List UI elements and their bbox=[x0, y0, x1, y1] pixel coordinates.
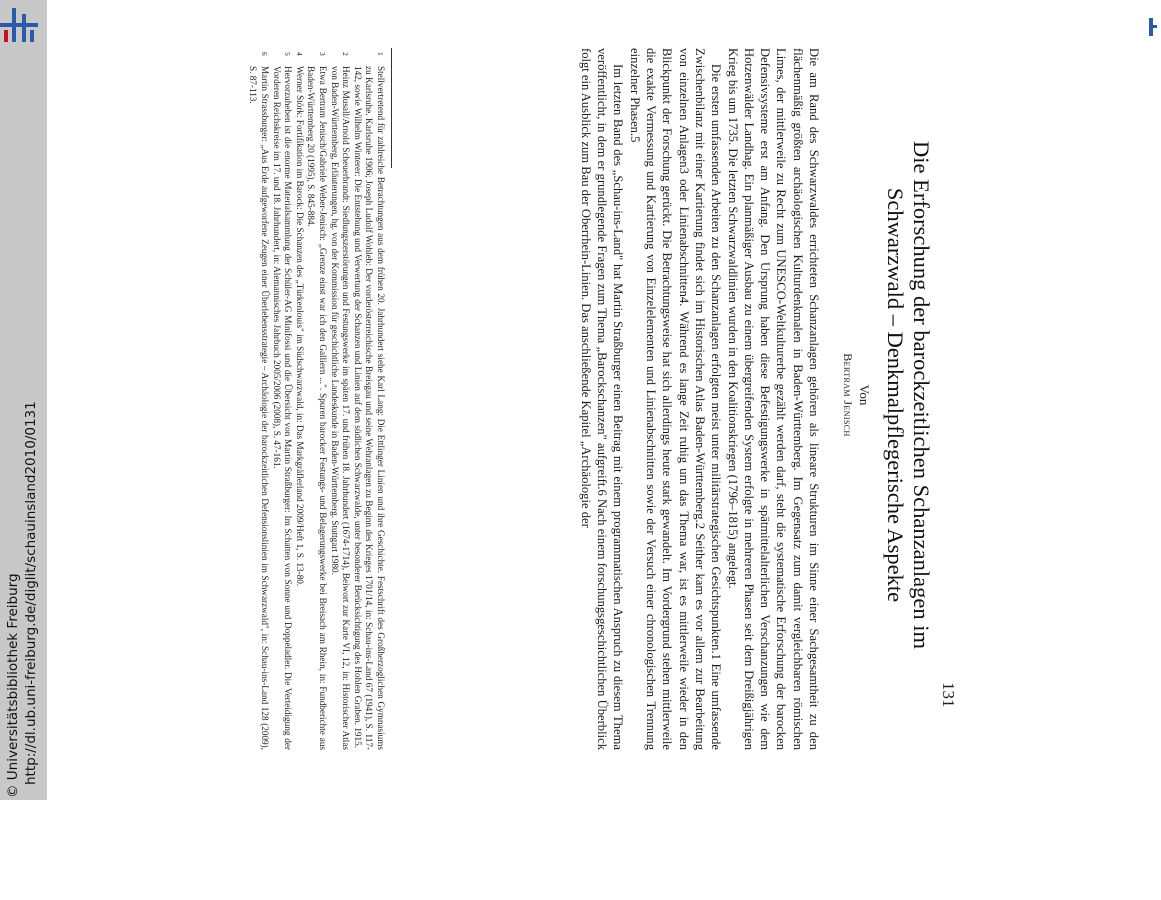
article-title bbox=[882, 40, 934, 750]
university-logo-icon bbox=[0, 0, 47, 50]
author-preposition: Von bbox=[857, 384, 872, 406]
footnotes bbox=[247, 48, 386, 750]
paragraph: Die ersten umfassenden Arbeiten zu den Schanzanlagen erfolgten meist unter militärstrategischen Gesichtspunkten.1 Eine umfassende Zwischenbilanz mit einer Kartierung findet sich im Historischen Atlas Baden-Württemberg.2 Seither kam es vor allem zur Bearbeitung von einzelnen Anlagen3 oder Linienabschnitten4. Während es lange Zeit ruhig um das Thema war, ist es mittlerweile wieder in den Blickpunkt der Forschung gerückt. Die Betrachtungsweise hat sich allerdings heute stark gewandelt. Im Vordergrund stehen mittlerweile die exakte Vermessung und Kartierung von Einzelelementen und Linienabschnitten sowie der Versuch einer chronologischen Trennung einzelner Phasen.5 bbox=[627, 48, 724, 750]
footnote: 6 Martin Strassburger: „Aus Erde aufgeworfene Zeugen einer Überlebensstrategie – Archäologie der barockzeitlichen Defensionslinien im Schwarzwald", in: Schau-ins-Land 128 (2009), S. 87-113. bbox=[248, 52, 271, 750]
footnote: 2 Heinz Musall/Arnold Scheuerbrandt: Siedlungszerstörungen und Festungswerke im späten 17. und frühen 18. Jahrhundert (1674-1714), Beiwort zur Karte VI, 12, in: Historischer Atlas von Baden-Württemberg, Erläuterungen, hg. von der Kommission für geschichtliche Landeskunde in Baden-Württemberg. Stuttgart 1980. bbox=[329, 52, 352, 750]
footnote: 1 Stellvertretend für zahlreiche Betrachtungen aus dem frühen 20. Jahrhundert siehe Karl Lang: Die Ettlinger Linien und ihre Geschichte. Festschrift des Großherzoglichen Gymnasiums zu Karlsruhe. Karlsruhe 1906; Joseph Ludolf Wohleb: Der vorderösterreichische Breisgau und seine Wehranlagen zu Beginn des Krieges 1701/14, in: Schau-ins-Land 67 (1941), S. 117-142, sowie Wilhelm Winterer: Die Entstehung und Verwertung der Schanzen und Linien auf dem südlichen Schwarzwalde, unter besonderer Berücksichtigung des Hohlen Graben. 1915. bbox=[352, 52, 386, 750]
footnote: 3 Etwa Bertram Jenisch/Gabriele Weber-Jenisch: „Grenze einst war ich den Galliern ...". Spuren barocker Festungs- und Belagerungswerke bei Breisach am Rhein, in: Fundberichte aus Baden-Württemberg 20 (1995), S. 845-884. bbox=[306, 52, 329, 750]
viewer-sidebar bbox=[0, 0, 47, 800]
article-body bbox=[578, 48, 822, 750]
document-url[interactable]: http://dl.ub.uni-freiburg.de/diglit/schauinsland2010/0131 bbox=[23, 401, 39, 785]
scanned-page-container bbox=[110, 30, 958, 900]
paragraph: Die am Rand des Schwarzwaldes errichteten Schanzanlagen gehören als lineare Strukturen im Sinne einer Sachgesamtheit zu den flächenmäßig größten archäologischen Kulturdenkmalen in Baden-Württemberg. Im Gegensatz zum damit vergleichbaren römischen Limes, der mittlerweile zu Recht zum UNESCO-Weltkulturerbe gezählt werden darf, steht die systematische Erforschung der barocken Defensivsysteme erst am Anfang. Den Ursprung haben diese Befestigungswerke in spätmittelalterlichen Verschanzungen wie dem Hotzenwälder Landhag. Ein planmäßiger Ausbau zu einem übergreifenden System erfolgte in mehreren Phasen seit dem Dreißigjährigen Krieg bis um 1735. Die letzten Schwarzwaldlinien wurden in den Koalitionskriegen (1796–1815) angelegt. bbox=[725, 48, 821, 750]
copyright-notice: © Universitätsbibliothek Freiburg bbox=[5, 573, 21, 798]
page-number: 131 bbox=[939, 682, 958, 708]
scanned-page bbox=[100, 30, 970, 760]
footnote-divider bbox=[391, 48, 392, 168]
edge-logo-fragment-icon bbox=[1149, 18, 1157, 36]
paragraph: Im letzten Band des „Schau-ins-Land" hat Martin Straßburger einen Beitrag mit einem programmatischen Anspruch zu diesem Thema veröffentlicht, in dem er grundlegende Fragen zum Thema „Barockschanzen" aufgreift.6 Nach einem forschungsgeschichtlichen Überblick folgt ein Ausblick zum Bau der Oberrhein-Linien. Das anschließende Kapitel „Archäologie der bbox=[578, 48, 626, 750]
author-name: Bertram Jenisch bbox=[841, 353, 855, 437]
title-line-1: Die Erforschung der barockzeitlichen Schanzanlagen im bbox=[909, 141, 934, 649]
footnote: 5 Hervorzuheben ist die enorme Materialsammlung der Schüler-AG Minifossi und die Übersicht von Martin Straßburger: Im Schatten von Sonne und Doppeladler. Die Verteidigung der Vorderen Reichskreise im 17. und 18. Jahrhundert, in: Alemannisches Jahrbuch 2005/2006 (2008), S. 47-161. bbox=[271, 52, 294, 750]
footnote: 4 Werner Störk: Fortifikation im Barock: Die Schanzen des „Türkenlouis" im Südschwarzwald, in: Das Markgräflerland 2009/Heft 1, S. 13-80. bbox=[294, 52, 305, 587]
title-line-2: Schwarzwald – Denkmalpflegerische Aspekte bbox=[883, 187, 908, 603]
